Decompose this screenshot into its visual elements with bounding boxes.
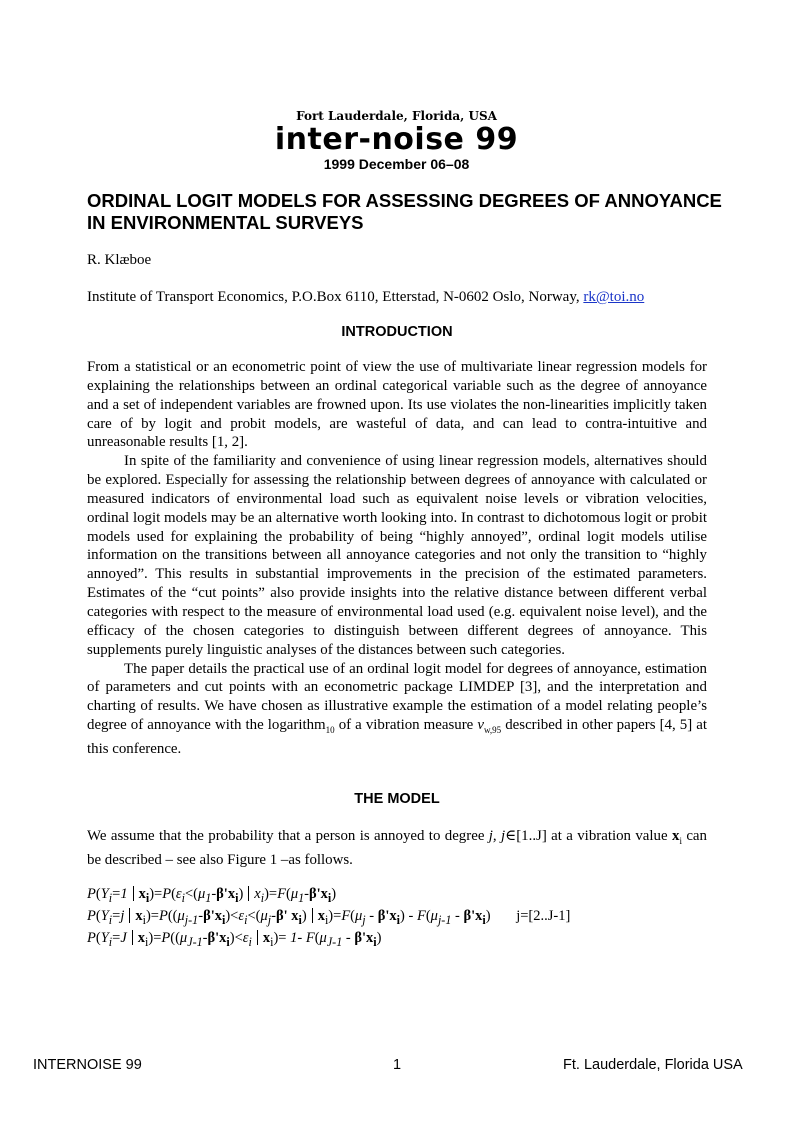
equation-range: j=[2..J-1] — [516, 908, 571, 924]
conference-logo: inter-noise 99 — [274, 122, 519, 157]
conference-header — [0, 108, 793, 172]
paragraph: We assume that the probability that a person is annoyed to degree j, j∈[1..J] at a vibration value $x_i$ can be described – see also Figure 1 –as follows. — [87, 828, 707, 868]
footer-left: INTERNOISE 99 — [33, 1057, 142, 1073]
email-link[interactable]: rk@toi.no — [583, 289, 645, 305]
section-heading-model: THE MODEL — [354, 791, 440, 807]
equation-1: $P(Y_i=1$ $x_i)=P(\varepsilon_i<(\mu_1-\beta'x_i)$ $x_i)=F(\mu_1-\beta'x_i)$ — [87, 886, 337, 905]
equation-2: $P(Y_i=j$ $x_i)=P((\mu_{j-1}-\beta'x_i)<\varepsilon_i<(\mu_j-\beta'$ $x_i$) $x_i)=F(\mu_j - \beta'x_i) - F(\mu_{j-1} - \beta'x_i)$ j=[2..J-1] — [87, 908, 571, 927]
author: R. Klæboe — [87, 252, 152, 268]
equation-3: $P(Y_i=J$ $x_i)=P((\mu_{J-1}-\beta'x_i)<\varepsilon_i$ $x_i)= 1-$ $F(\mu_{J-1} - \beta'x_i)$ — [87, 930, 382, 949]
affiliation-text: Institute of Transport Economics, P.O.Box 6110, Etterstad, N-0602 Oslo, Norway, — [87, 289, 584, 305]
paragraph: From a statistical or an econometric point of view the use of multivariate linear regression models for explaining the relationships between an ordinal categorical variable such as the degree of annoyance and a set of independent variables are frowned upon. Its use violates the non-linearities implicitly taken care of by logit and probit models, are wasteful of data, and can lead to contra-intuitive and unreasonable results [1, 2]. — [87, 359, 707, 451]
introduction-body — [87, 358, 707, 759]
model-intro — [87, 827, 707, 870]
conference-dates: 1999 December 06–08 — [323, 156, 470, 172]
affiliation — [87, 289, 644, 306]
conference-place: Fort Lauderdale, Florida, USA — [296, 109, 497, 123]
paragraph: In spite of the familiarity and convenience of using linear regression models, alternatives should be explored. Especially for assessing the relationship between degrees of annoyance with calculated or measured indicators of environmental load such as equivalent noise levels or vibration velocities, ordinal logit models may be an alternative worth looking into. In contrast to dichotomous logit or probit models used for explaining the probability of being “highly annoyed”, ordinal logit models utilise information on the transitions between all annoyance categories and not only the transition to “highly annoyed”. This results in substantial improvements in the precision of the estimated parameters. Estimates of the “cut points” also provide insights into the relative distance between different verbal categories with respect to the measure of environmental load used (e.g. equivalent noise level), and the efficacy of the chosen categories to distinguish between different degrees of annoyance. This supplements purely linguistic analyses of the distances between such categories. — [87, 453, 707, 658]
section-heading-introduction: INTRODUCTION — [341, 324, 453, 340]
paragraph: The paper details the practical use of an ordinal logit model for degrees of annoyance, estimation of parameters and cut points with an econometric package LIMDEP [3], and the interpretation and charting of results. We have chosen as illustrative example the estimation of a model relating people’s degree of annoyance with the logarithm$_{10}$ of a vibration measure $v_{w,95}$ described in other papers [4, 5] at this conference. — [87, 660, 707, 757]
footer-right: Ft. Lauderdale, Florida USA — [563, 1057, 743, 1073]
page-number: 1 — [393, 1057, 402, 1073]
paper-title: ORDINAL LOGIT MODELS FOR ASSESSING DEGREES OF ANNOYANCE IN ENVIRONMENTAL SURVEYS — [87, 190, 722, 233]
